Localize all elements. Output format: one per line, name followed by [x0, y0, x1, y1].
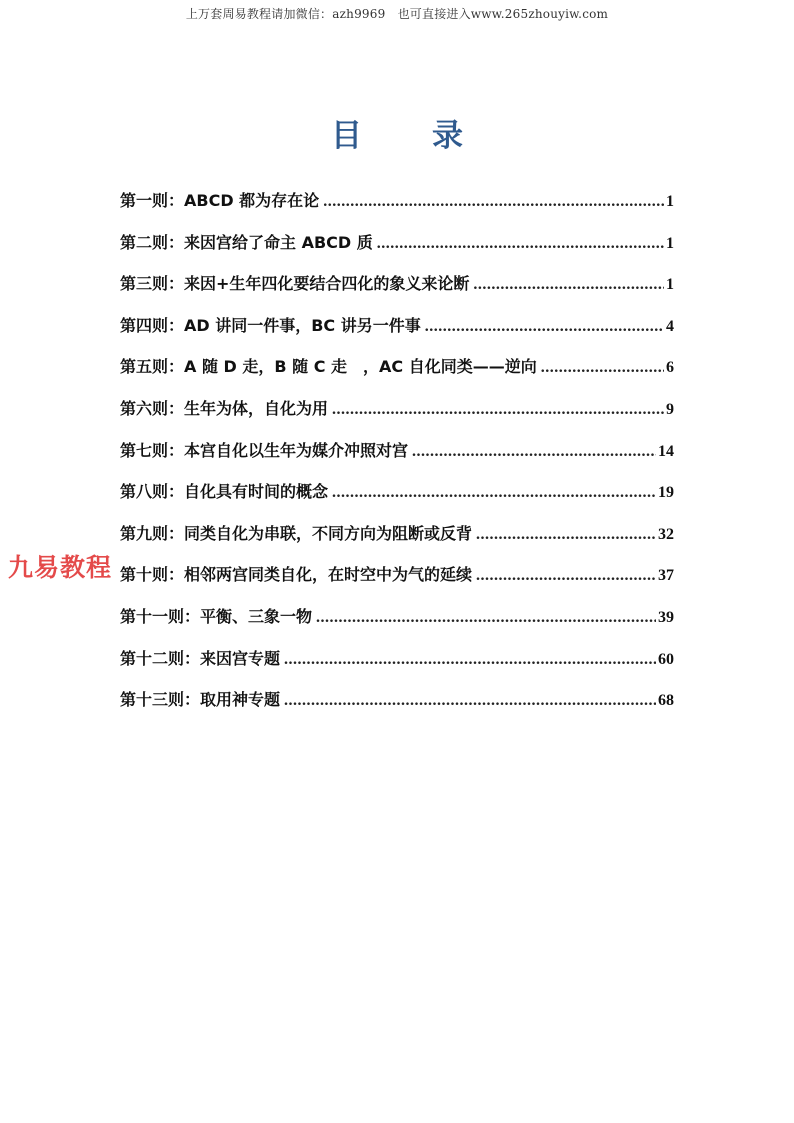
- toc-leader-dots: [377, 235, 664, 253]
- toc-item[interactable]: [120, 354, 674, 396]
- toc-item-label: 第十三则：取用神专题: [120, 690, 281, 710]
- toc-item-page: 37: [658, 567, 674, 585]
- toc-item-page: 60: [658, 650, 674, 668]
- toc-leader-dots: [323, 193, 664, 211]
- title-right: 录: [432, 118, 463, 154]
- toc-leader-dots: [412, 443, 656, 461]
- toc-item[interactable]: [120, 230, 674, 272]
- toc-item-label: 第八则：自化具有时间的概念: [120, 482, 329, 502]
- toc-item[interactable]: [120, 438, 674, 480]
- toc-item[interactable]: [120, 646, 674, 688]
- toc-list: [120, 188, 674, 729]
- toc-item-label: 第七则：本宫自化以生年为媒介冲照对宫: [120, 440, 409, 460]
- toc-item-page: 14: [658, 442, 674, 460]
- toc-leader-dots: [284, 651, 656, 669]
- toc-leader-dots: [476, 526, 656, 544]
- toc-item[interactable]: [120, 313, 674, 355]
- toc-item[interactable]: [120, 188, 674, 230]
- toc-item-label: 第三则：来因+生年四化要结合四化的象义来论断: [120, 274, 470, 294]
- toc-item-label: 第十一则：平衡、三象一物: [120, 606, 313, 626]
- toc-item-label: 第二则：来因宫给了命主 ABCD 质: [120, 232, 373, 252]
- toc-item-label: 第一则：ABCD 都为存在论: [120, 191, 320, 210]
- title-left: 目: [331, 118, 362, 154]
- toc-leader-dots: [541, 359, 664, 377]
- toc-item-label: 第五则：A 随 D 走，B 随 C 走 ，AC 自化同类——逆向: [120, 357, 537, 377]
- toc-leader-dots: [332, 484, 656, 502]
- toc-item[interactable]: [120, 687, 674, 729]
- toc-item-page: 9: [666, 400, 674, 418]
- watermark-logo: 九易教程: [8, 553, 113, 582]
- toc-item-page: 32: [658, 525, 674, 543]
- toc-item-page: 1: [666, 276, 674, 294]
- toc-item[interactable]: [120, 521, 674, 563]
- toc-item[interactable]: [120, 562, 674, 604]
- toc-item-page: 4: [666, 317, 674, 335]
- header-note: 上万套周易教程请加微信：azh9969 也可直接进入www.265zhouyiw.com: [185, 7, 609, 21]
- toc-item-label: 第十则：相邻两宫同类自化，在时空中为气的延续: [120, 565, 473, 585]
- toc-item-page: 19: [658, 484, 674, 502]
- toc-item-page: 1: [666, 193, 674, 210]
- page-title: [0, 110, 794, 155]
- toc-item-page: 68: [658, 692, 674, 710]
- toc-item[interactable]: [120, 479, 674, 521]
- toc-item-page: 39: [658, 608, 674, 626]
- toc-item-page: 6: [666, 359, 674, 377]
- toc-leader-dots: [332, 401, 664, 419]
- toc-leader-dots: [473, 276, 664, 294]
- toc-item-label: 第九则：同类自化为串联，不同方向为阻断或反背: [120, 523, 473, 543]
- toc-item[interactable]: [120, 271, 674, 313]
- toc-leader-dots: [284, 692, 656, 710]
- toc-leader-dots: [316, 609, 656, 627]
- toc-leader-dots: [476, 567, 656, 585]
- toc-item[interactable]: [120, 396, 674, 438]
- toc-item-label: 第六则：生年为体，自化为用: [120, 398, 329, 418]
- toc-item[interactable]: [120, 604, 674, 646]
- toc-item-page: 1: [666, 234, 674, 252]
- toc-item-label: 第十二则：来因宫专题: [120, 648, 281, 668]
- toc-item-label: 第四则：AD 讲同一件事，BC 讲另一件事: [120, 315, 421, 335]
- toc-leader-dots: [425, 318, 664, 336]
